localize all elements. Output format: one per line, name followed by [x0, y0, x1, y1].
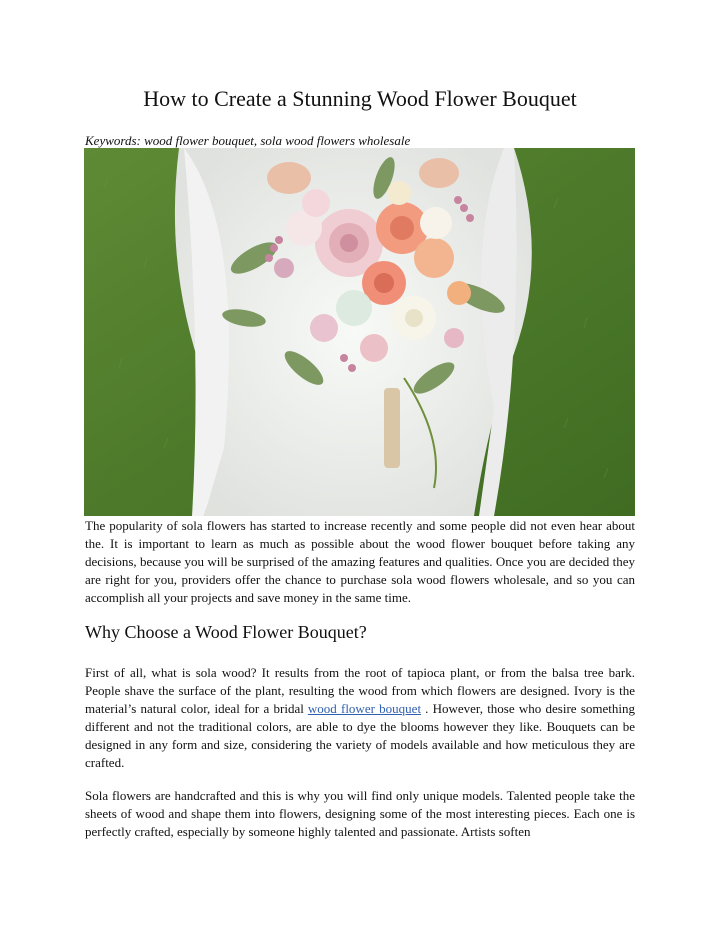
wood-flower-bouquet-link[interactable]: wood flower bouquet	[307, 701, 422, 716]
document-title: How to Create a Stunning Wood Flower Bouquet	[143, 86, 577, 111]
keywords-line: Keywords: wood flower bouquet, sola wood flowers wholesale	[85, 133, 411, 148]
section-paragraph-2: Sola flowers are handcrafted and this is why you will find only unique models. Talented people take the sheets of wood and shape them into flowers, designing some of the most interesting pieces. Each one is perfectly crafted, especially by someone highly talented and passionate. Artists soften	[85, 788, 635, 839]
paragraph-text: First of all, what is sola wood? It results from the root of tapioca plant, or from the balsa tree bark. People shave the surface of the plant, resulting the wood from which flowers are designed. Ivory is the material’s natural color, ideal for a bridal	[85, 665, 635, 716]
bouquet-illustration	[84, 148, 635, 516]
section-paragraph-1	[85, 664, 635, 772]
section-heading: Why Choose a Wood Flower Bouquet?	[85, 622, 367, 642]
paragraph-text: . However, those who desire something different and not the traditional colors, are able to dye the blooms however they like. Bouquets can be designed in any form and size, considering the variety of models available and how meticulous they are crafted.	[85, 701, 635, 770]
intro-paragraph: The popularity of sola flowers has started to increase recently and some people did not even hear about the. It is important to learn as much as possible about the wood flower bouquet before taking any decisions, because you will be surprised of the amazing features and qualities. Once you are decided they are right for you, providers offer the chance to purchase sola wood flowers wholesale, and so you can accomplish all your projects and save money in the same time.	[85, 518, 635, 605]
bouquet-photo	[84, 148, 635, 516]
